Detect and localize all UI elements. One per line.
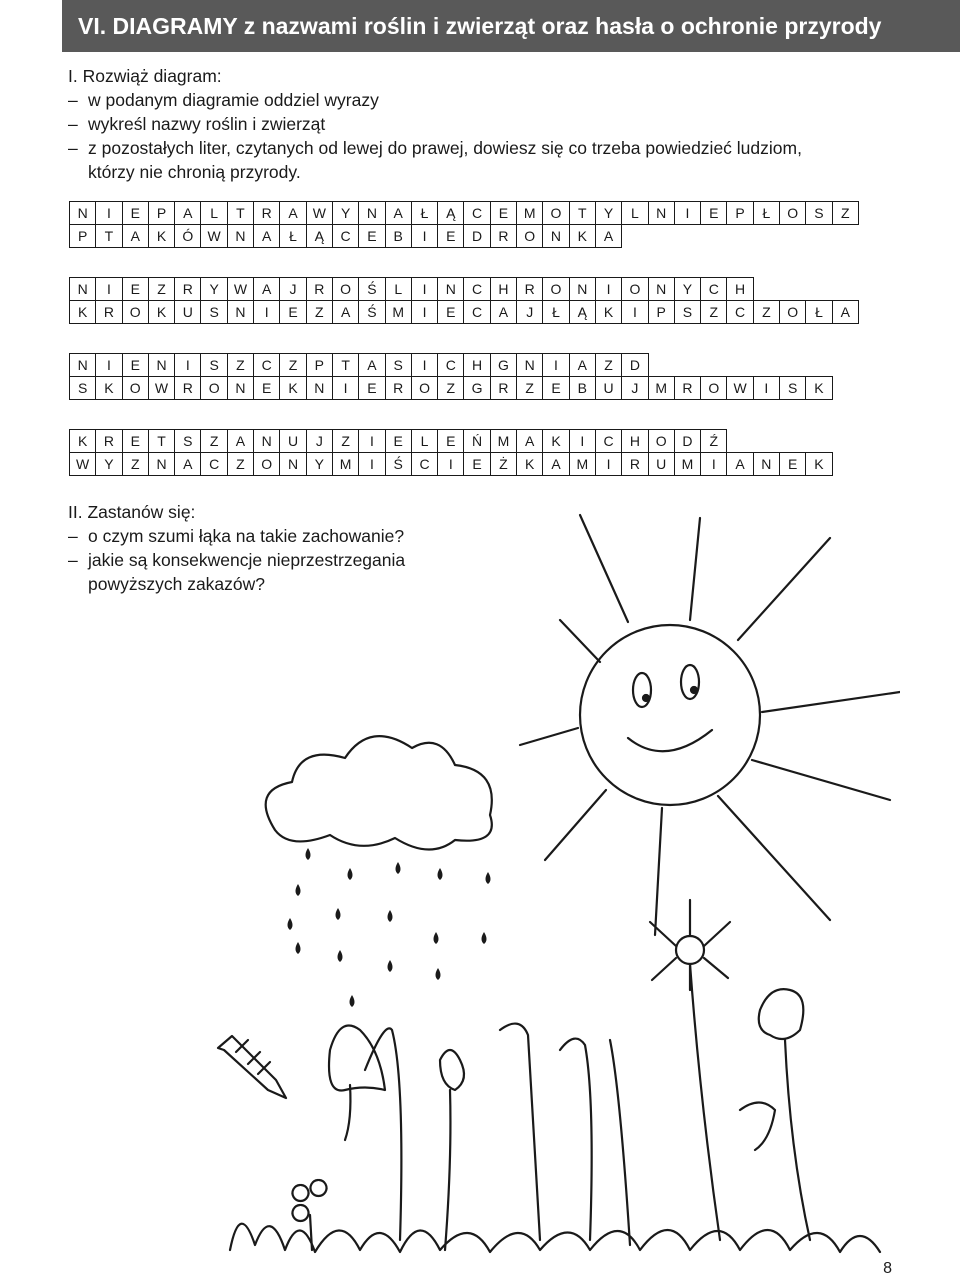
diagram-cell[interactable]: E xyxy=(437,429,464,453)
diagram-cell[interactable]: O xyxy=(200,376,227,400)
diagram-cell[interactable]: Y xyxy=(332,201,359,225)
diagram-cell[interactable]: E xyxy=(490,201,517,225)
diagram-cell[interactable]: M xyxy=(648,376,675,400)
diagram-cell[interactable]: I xyxy=(411,300,438,324)
diagram-cell[interactable]: I xyxy=(569,429,596,453)
diagram-cell[interactable]: O xyxy=(621,277,648,301)
diagram-cell[interactable]: N xyxy=(227,376,254,400)
diagram-cell[interactable]: K xyxy=(69,429,96,453)
diagram-cell[interactable]: I xyxy=(95,277,122,301)
diagram-cell[interactable]: Y xyxy=(674,277,701,301)
diagram-cell[interactable]: A xyxy=(385,201,412,225)
diagram-cell[interactable]: O xyxy=(779,201,806,225)
diagram-cell[interactable]: A xyxy=(358,353,385,377)
diagram-cell[interactable]: K xyxy=(279,376,306,400)
diagram-cell[interactable]: R xyxy=(174,277,201,301)
letter-diagram xyxy=(69,429,832,476)
diagram-cell[interactable]: K xyxy=(542,429,569,453)
diagram-cell[interactable]: A xyxy=(726,452,753,476)
diagram-cell[interactable]: L xyxy=(385,277,412,301)
diagram-cell[interactable]: Y xyxy=(95,452,122,476)
diagram-cell[interactable]: K xyxy=(805,376,832,400)
diagram-cell[interactable]: S xyxy=(200,353,227,377)
diagram-cell[interactable]: K xyxy=(516,452,543,476)
diagram-cell[interactable]: S xyxy=(779,376,806,400)
diagram-cell[interactable]: S xyxy=(805,201,832,225)
diagram-cell[interactable]: D xyxy=(621,353,648,377)
diagram-cell[interactable]: R xyxy=(516,277,543,301)
diagram-cell[interactable]: O xyxy=(122,300,149,324)
diagram-cell[interactable]: E xyxy=(122,201,149,225)
diagram-cell[interactable]: N xyxy=(227,224,254,248)
diagram-cell[interactable]: M xyxy=(516,201,543,225)
diagram-cell[interactable]: R xyxy=(621,452,648,476)
diagram-cell[interactable]: I xyxy=(437,452,464,476)
diagram-cell[interactable]: J xyxy=(516,300,543,324)
diagram-cell[interactable]: L xyxy=(411,429,438,453)
diagram-cell[interactable]: R xyxy=(253,201,280,225)
diagram-cell[interactable]: I xyxy=(542,353,569,377)
diagram-cell[interactable]: S xyxy=(674,300,701,324)
diagram-cell[interactable]: E xyxy=(437,300,464,324)
diagram-cell[interactable]: I xyxy=(174,353,201,377)
diagram-cell[interactable]: K xyxy=(148,300,175,324)
diagram-cell[interactable]: R xyxy=(95,429,122,453)
diagram-cell[interactable]: C xyxy=(411,452,438,476)
task2-continuation: powyższych zakazów? xyxy=(88,574,266,594)
diagram-cell[interactable]: O xyxy=(332,277,359,301)
diagram-cell[interactable]: Z xyxy=(148,277,175,301)
diagram-cell[interactable]: S xyxy=(174,429,201,453)
task1-continuation: którzy nie chronią przyrody. xyxy=(88,162,301,182)
diagram-cell[interactable]: N xyxy=(253,429,280,453)
diagram-cell[interactable]: A xyxy=(174,452,201,476)
diagram-row xyxy=(69,376,832,400)
diagram-cell[interactable]: A xyxy=(122,224,149,248)
diagram-cell[interactable]: R xyxy=(174,376,201,400)
letter-diagram xyxy=(69,277,858,324)
diagram-cell[interactable]: E xyxy=(700,201,727,225)
diagram-cell[interactable]: M xyxy=(385,300,412,324)
diagram-cell[interactable]: A xyxy=(332,300,359,324)
diagram-cell[interactable]: Ś xyxy=(358,277,385,301)
diagram-cell[interactable]: O xyxy=(700,376,727,400)
diagram-cell[interactable]: E xyxy=(122,277,149,301)
diagram-row xyxy=(69,452,832,476)
diagram-cell[interactable]: Ł xyxy=(411,201,438,225)
raindrops xyxy=(288,848,491,1007)
diagram-cell[interactable]: E xyxy=(463,452,490,476)
diagram-cell[interactable]: Z xyxy=(595,353,622,377)
diagram-cell[interactable]: N xyxy=(542,224,569,248)
diagram-cell[interactable]: Ą xyxy=(306,224,333,248)
diagram-cell[interactable]: K xyxy=(569,224,596,248)
diagram-cell[interactable]: S xyxy=(69,376,96,400)
diagram-cell[interactable]: N xyxy=(69,353,96,377)
crayon-drawing xyxy=(218,1036,286,1098)
diagram-cell[interactable]: A xyxy=(832,300,859,324)
diagram-cell[interactable]: O xyxy=(542,277,569,301)
diagram-cell[interactable]: P xyxy=(648,300,675,324)
diagram-row xyxy=(69,201,858,225)
diagram-cell[interactable]: R xyxy=(490,224,517,248)
diagram-cell[interactable]: R xyxy=(674,376,701,400)
diagram-row xyxy=(69,224,858,248)
diagram-cell[interactable]: R xyxy=(95,300,122,324)
diagram-cell[interactable]: C xyxy=(437,353,464,377)
diagram-cell[interactable]: A xyxy=(227,429,254,453)
diagram-cell[interactable]: N xyxy=(306,376,333,400)
diagram-cell[interactable]: Ą xyxy=(437,201,464,225)
diagram-cell[interactable]: A xyxy=(253,277,280,301)
diagram-cell[interactable]: Ń xyxy=(463,429,490,453)
diagram-cell[interactable]: Z xyxy=(332,429,359,453)
diagram-cell[interactable]: K xyxy=(148,224,175,248)
diagram-cell[interactable]: E xyxy=(358,224,385,248)
diagram-cell[interactable]: I xyxy=(411,224,438,248)
diagram-cell[interactable]: I xyxy=(595,277,622,301)
diagram-cell[interactable]: O xyxy=(542,201,569,225)
diagram-cell[interactable]: W xyxy=(200,224,227,248)
diagram-cell[interactable]: Z xyxy=(200,429,227,453)
diagram-cell[interactable]: O xyxy=(516,224,543,248)
diagram-cell[interactable]: W xyxy=(306,201,333,225)
diagram-cell[interactable]: E xyxy=(279,300,306,324)
diagram-cell[interactable]: C xyxy=(463,277,490,301)
diagram-cell[interactable]: Ł xyxy=(805,300,832,324)
diagram-cell[interactable]: C xyxy=(463,300,490,324)
diagram-cell[interactable]: U xyxy=(174,300,201,324)
diagram-cell[interactable]: I xyxy=(621,300,648,324)
diagram-cell[interactable]: I xyxy=(358,452,385,476)
diagram-cell[interactable]: I xyxy=(253,300,280,324)
diagram-cell[interactable]: N xyxy=(148,452,175,476)
diagram-cell[interactable]: Ł xyxy=(753,201,780,225)
diagram-cell[interactable]: C xyxy=(200,452,227,476)
diagram-cell[interactable]: Z xyxy=(279,353,306,377)
diagram-cell[interactable]: A xyxy=(174,201,201,225)
diagram-cell[interactable]: M xyxy=(332,452,359,476)
diagram-cell[interactable]: N xyxy=(69,201,96,225)
task1-item: – z pozostałych liter, czytanych od lewej do prawej, dowiesz się co trzeba powiedzieć ludziom, xyxy=(68,136,802,160)
diagram-cell[interactable]: N xyxy=(569,277,596,301)
diagram-cell[interactable]: C xyxy=(726,300,753,324)
diagram-cell[interactable]: W xyxy=(148,376,175,400)
diagram-cell[interactable]: A xyxy=(253,224,280,248)
diagram-cell[interactable]: Y xyxy=(595,201,622,225)
diagram-cell[interactable]: Ś xyxy=(385,452,412,476)
diagram-cell[interactable]: Y xyxy=(306,452,333,476)
diagram-cell[interactable]: T xyxy=(227,201,254,225)
diagram-cell[interactable]: P xyxy=(148,201,175,225)
diagram-cell[interactable]: R xyxy=(306,277,333,301)
diagram-cell[interactable]: E xyxy=(385,429,412,453)
diagram-cell[interactable]: Y xyxy=(200,277,227,301)
diagram-cell[interactable]: W xyxy=(726,376,753,400)
diagram-cell[interactable]: N xyxy=(437,277,464,301)
page-title-bar xyxy=(62,0,960,52)
diagram-cell[interactable]: T xyxy=(95,224,122,248)
diagram-cell[interactable]: J xyxy=(306,429,333,453)
diagram-row xyxy=(69,300,858,324)
diagram-cell[interactable]: M xyxy=(674,452,701,476)
diagram-cell[interactable]: N xyxy=(69,277,96,301)
diagram-cell[interactable]: A xyxy=(542,452,569,476)
diagram-cell[interactable]: J xyxy=(621,376,648,400)
diagram-cell[interactable]: P xyxy=(306,353,333,377)
letter-diagram xyxy=(69,353,832,400)
diagram-cell[interactable]: E xyxy=(437,224,464,248)
diagram-cell[interactable]: W xyxy=(227,277,254,301)
diagram-cell[interactable]: C xyxy=(463,201,490,225)
letter-diagram xyxy=(69,201,858,248)
diagram-cell[interactable]: L xyxy=(621,201,648,225)
task1-heading: I. Rozwiąż diagram: xyxy=(68,66,222,86)
diagram-cell[interactable]: J xyxy=(279,277,306,301)
diagram-cell[interactable]: H xyxy=(621,429,648,453)
diagram-cell[interactable]: Z xyxy=(227,353,254,377)
diagram-cell[interactable]: H xyxy=(463,353,490,377)
diagram-cell[interactable]: N xyxy=(753,452,780,476)
diagram-cell[interactable]: R xyxy=(490,376,517,400)
diagram-cell[interactable]: R xyxy=(385,376,412,400)
diagram-cell[interactable]: I xyxy=(674,201,701,225)
diagram-cell[interactable]: Z xyxy=(700,300,727,324)
diagram-cell[interactable]: I xyxy=(411,353,438,377)
diagram-cell[interactable]: G xyxy=(490,353,517,377)
cloud-drawing xyxy=(266,736,492,849)
diagram-cell[interactable]: D xyxy=(463,224,490,248)
diagram-row xyxy=(69,277,858,301)
task1-item: – wykreśl nazwy roślin i zwierząt xyxy=(68,112,802,136)
diagram-cell[interactable]: E xyxy=(253,376,280,400)
diagram-cell[interactable]: Ź xyxy=(700,429,727,453)
diagram-cell[interactable]: A xyxy=(569,353,596,377)
diagram-cell[interactable]: E xyxy=(779,452,806,476)
diagram-cell[interactable]: T xyxy=(569,201,596,225)
diagram-cell[interactable]: I xyxy=(95,201,122,225)
diagram-cell[interactable]: D xyxy=(674,429,701,453)
diagram-cell[interactable]: I xyxy=(332,376,359,400)
diagram-cell[interactable]: Ł xyxy=(279,224,306,248)
diagram-cell[interactable]: E xyxy=(358,376,385,400)
diagram-cell[interactable]: I xyxy=(753,376,780,400)
diagram-cell[interactable]: E xyxy=(122,353,149,377)
diagram-cell[interactable]: K xyxy=(95,376,122,400)
diagram-cell[interactable]: O xyxy=(122,376,149,400)
diagram-cell[interactable]: Ż xyxy=(490,452,517,476)
diagram-cell[interactable]: U xyxy=(279,429,306,453)
diagram-cell[interactable]: Z xyxy=(122,452,149,476)
diagram-cell[interactable]: P xyxy=(69,224,96,248)
page-number: 8 xyxy=(883,1260,892,1277)
page-title: VI. DIAGRAMY z nazwami roślin i zwierząt oraz hasła o ochronie przyrody xyxy=(78,12,882,39)
sun-rain-flowers-illustration xyxy=(180,500,900,1260)
diagram-cell[interactable]: B xyxy=(385,224,412,248)
diagram-cell[interactable]: O xyxy=(253,452,280,476)
diagram-cell[interactable]: I xyxy=(700,452,727,476)
diagram-cell[interactable]: T xyxy=(148,429,175,453)
diagram-cell[interactable]: C xyxy=(253,353,280,377)
diagram-cell[interactable]: Z xyxy=(227,452,254,476)
diagram-cell[interactable]: N xyxy=(648,201,675,225)
diagram-cell[interactable]: N xyxy=(148,353,175,377)
diagram-cell[interactable]: C xyxy=(332,224,359,248)
diagram-row xyxy=(69,429,832,453)
diagram-cell[interactable]: M xyxy=(490,429,517,453)
diagram-cell[interactable]: Z xyxy=(306,300,333,324)
diagram-cell[interactable]: N xyxy=(648,277,675,301)
diagram-cell[interactable]: S xyxy=(385,353,412,377)
diagram-cell[interactable]: N xyxy=(227,300,254,324)
diagram-cell[interactable]: N xyxy=(358,201,385,225)
diagram-cell[interactable]: P xyxy=(726,201,753,225)
diagram-cell[interactable]: O xyxy=(411,376,438,400)
diagram-cell[interactable]: C xyxy=(700,277,727,301)
diagram-cell[interactable]: Z xyxy=(832,201,859,225)
diagram-cell[interactable]: O xyxy=(779,300,806,324)
diagram-cell[interactable]: A xyxy=(595,224,622,248)
diagram-cell[interactable]: W xyxy=(69,452,96,476)
diagram-cell[interactable]: Ś xyxy=(358,300,385,324)
diagram-cell[interactable]: K xyxy=(595,300,622,324)
diagram-cell[interactable]: N xyxy=(516,353,543,377)
task2-item: – o czym szumi łąka na takie zachowanie? xyxy=(68,524,405,548)
sun-drawing xyxy=(520,515,900,935)
diagram-cell[interactable]: B xyxy=(569,376,596,400)
diagram-cell[interactable]: A xyxy=(490,300,517,324)
diagram-cell[interactable]: S xyxy=(200,300,227,324)
diagram-cell[interactable]: E xyxy=(122,429,149,453)
diagram-cell[interactable]: T xyxy=(332,353,359,377)
diagram-cell[interactable]: U xyxy=(648,452,675,476)
flowers-and-grass xyxy=(230,900,880,1252)
task2-heading: II. Zastanów się: xyxy=(68,502,196,522)
diagram-cell[interactable]: Ł xyxy=(542,300,569,324)
diagram-cell[interactable]: L xyxy=(200,201,227,225)
diagram-cell[interactable]: Ó xyxy=(174,224,201,248)
diagram-row xyxy=(69,353,832,377)
diagram-cell[interactable]: A xyxy=(516,429,543,453)
diagram-cell[interactable]: U xyxy=(595,376,622,400)
task1-item: – w podanym diagramie oddziel wyrazy xyxy=(68,88,802,112)
diagram-cell[interactable]: I xyxy=(358,429,385,453)
diagram-cell[interactable]: H xyxy=(490,277,517,301)
diagram-cell[interactable]: O xyxy=(648,429,675,453)
diagram-cell[interactable]: I xyxy=(95,353,122,377)
diagram-cell[interactable]: I xyxy=(595,452,622,476)
diagram-cell[interactable]: A xyxy=(279,201,306,225)
diagram-cell[interactable]: I xyxy=(411,277,438,301)
diagram-cell[interactable]: K xyxy=(805,452,832,476)
diagram-cell[interactable]: M xyxy=(569,452,596,476)
diagram-cell[interactable]: Z xyxy=(753,300,780,324)
diagram-cell[interactable]: E xyxy=(542,376,569,400)
diagram-cell[interactable]: K xyxy=(69,300,96,324)
diagram-cell[interactable]: Ą xyxy=(569,300,596,324)
diagram-cell[interactable]: H xyxy=(726,277,753,301)
diagram-cell[interactable]: Z xyxy=(516,376,543,400)
diagram-cell[interactable]: G xyxy=(463,376,490,400)
diagram-cell[interactable]: Z xyxy=(437,376,464,400)
diagram-cell[interactable]: C xyxy=(595,429,622,453)
diagram-cell[interactable]: N xyxy=(279,452,306,476)
task2-item: – jakie są konsekwencje nieprzestrzegania xyxy=(68,548,405,572)
task1-instructions xyxy=(68,64,802,184)
